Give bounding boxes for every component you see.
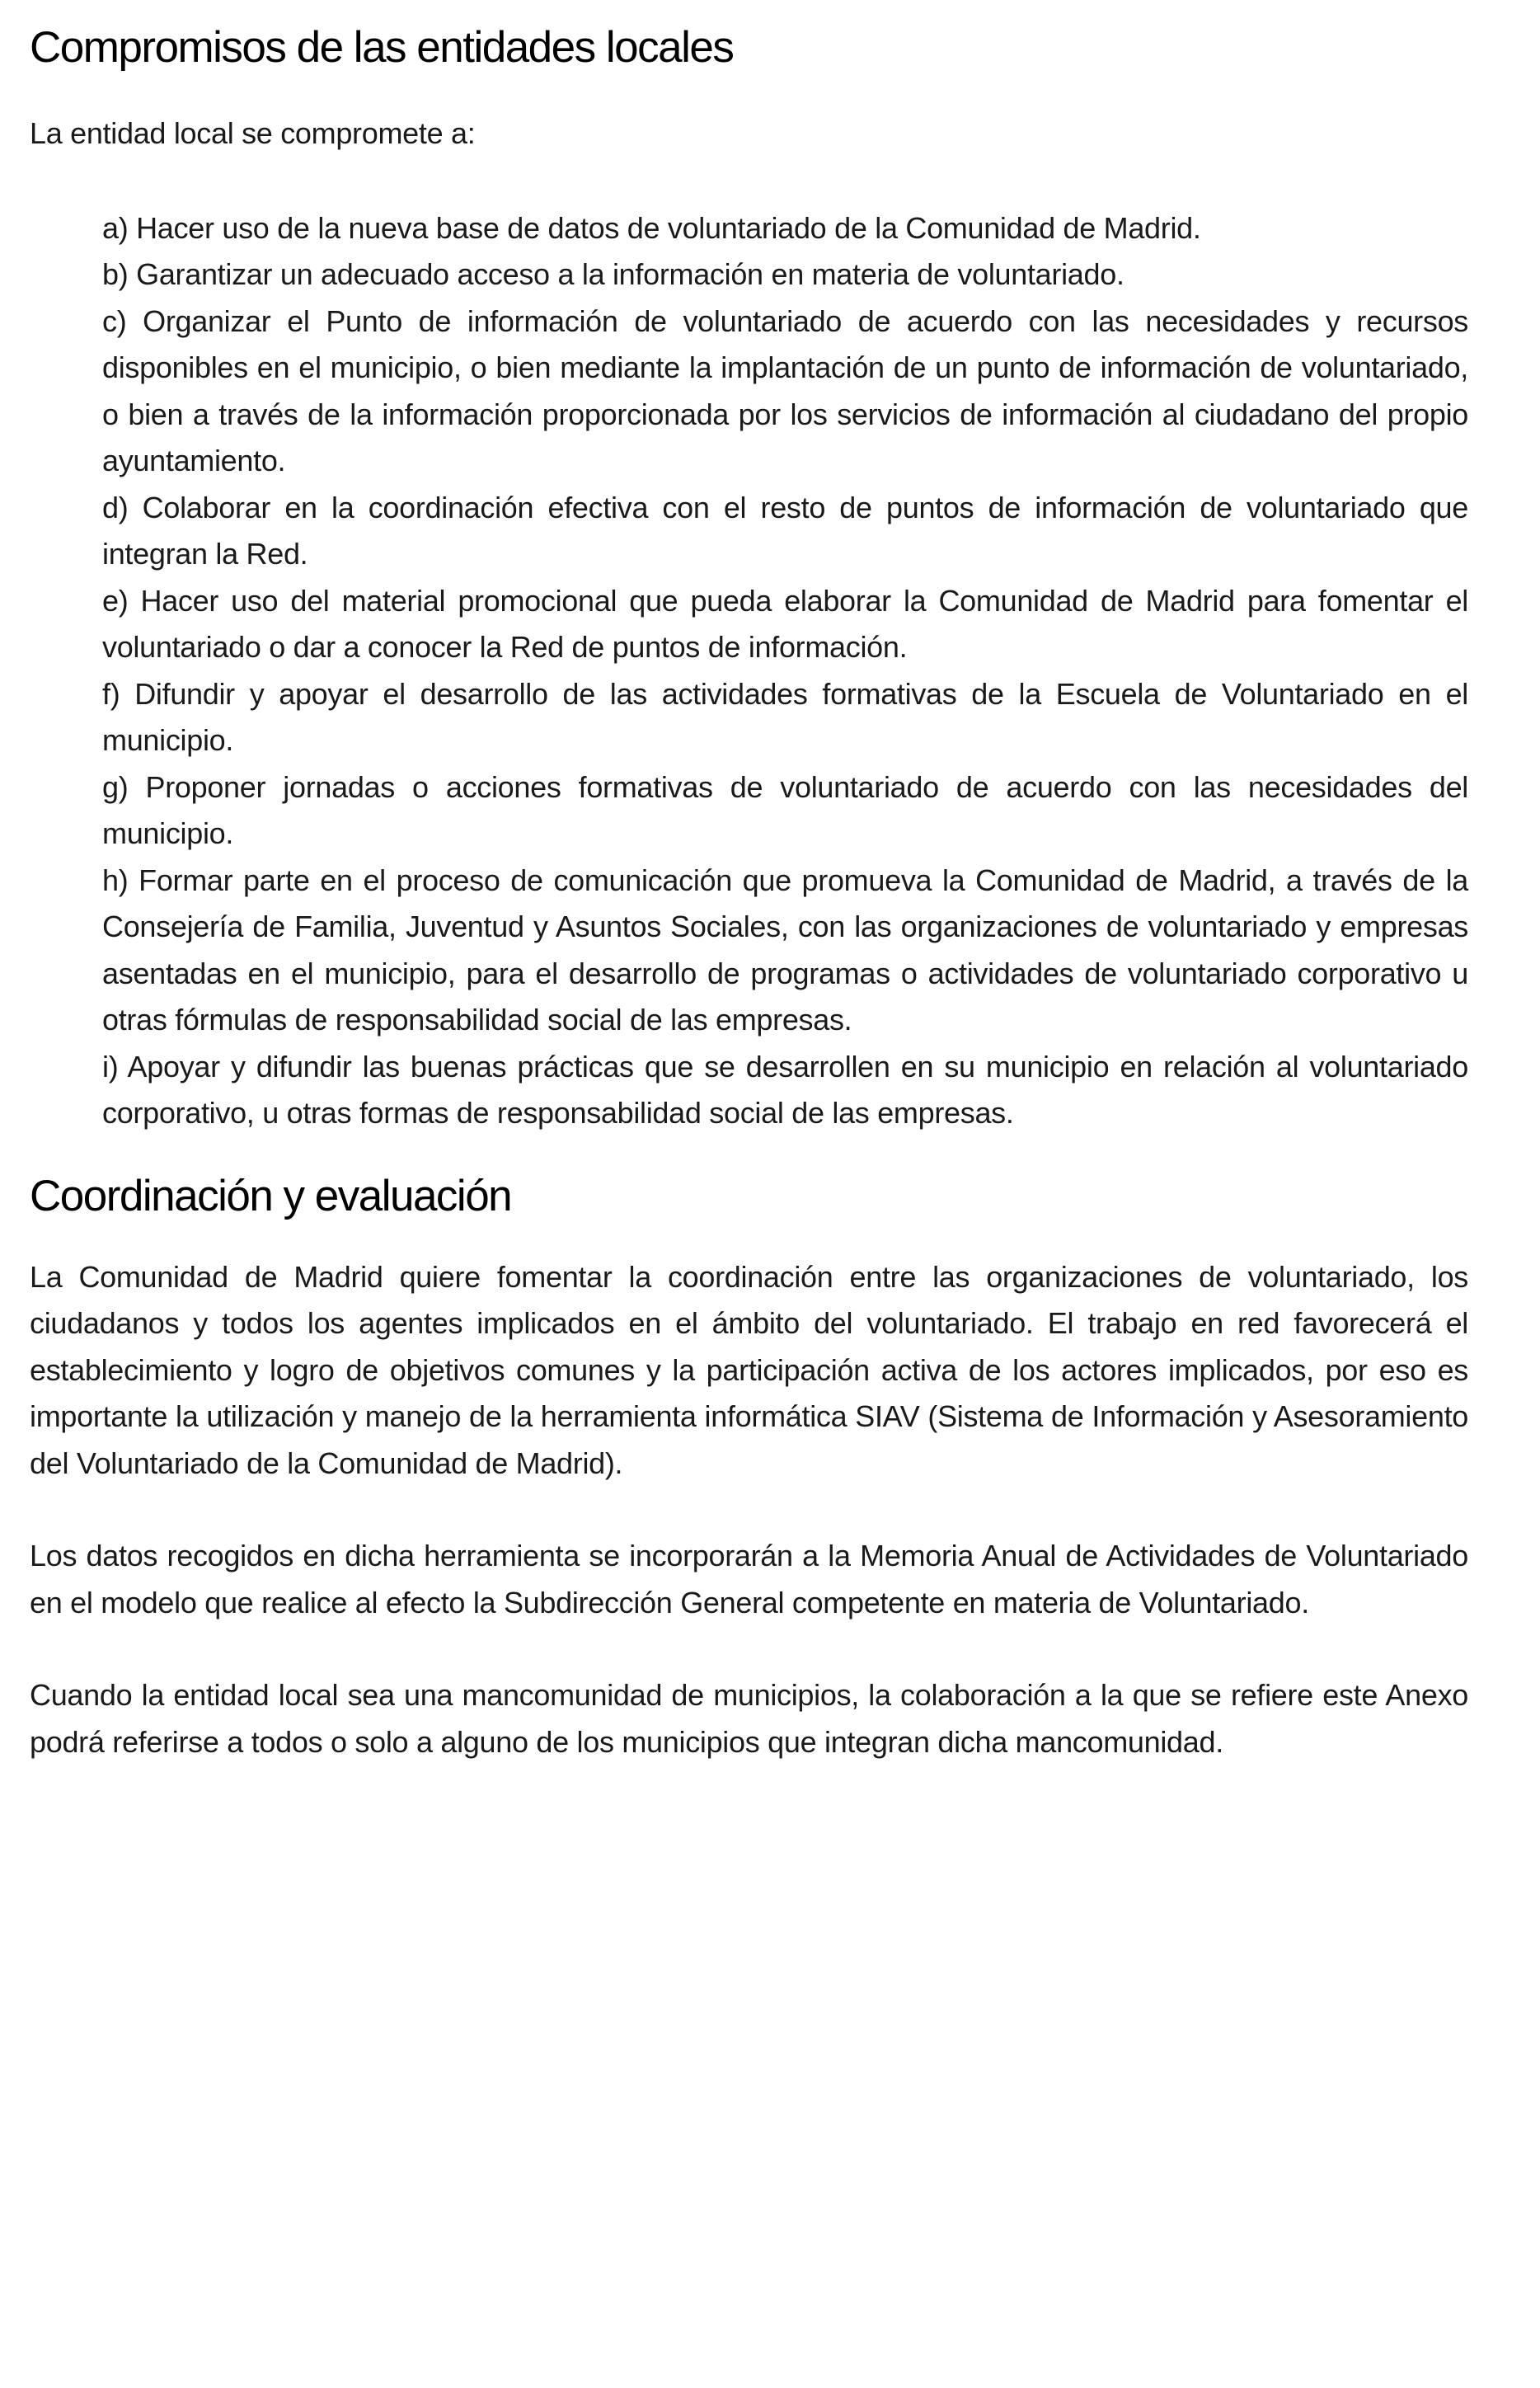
commitments-heading: Compromisos de las entidades locales [30,23,734,72]
commitment-item-i: i) Apoyar y difundir las buenas prácticas que se desarrollen en su municipio en relación al voluntariado corporativo, u otras formas de responsabilidad social de las empresas. [102,1049,1468,1130]
commitment-item-e: e) Hacer uso del material promocional que pueda elaborar la Comunidad de Madrid para fomentar el voluntariado o dar a conocer la Red de puntos de información. [102,583,1468,664]
commitment-item-g: g) Proponer jornadas o acciones formativas de voluntariado de acuerdo con las necesidades del municipio. [102,769,1468,850]
document-page [30,16,1468,1765]
commitments-list [102,205,1468,1137]
coordination-heading: Coordinación y evaluación [30,1171,512,1220]
commitment-item-b: b) Garantizar un adecuado acceso a la información en materia de voluntariado. [102,257,1124,291]
commitment-item-c: c) Organizar el Punto de información de voluntariado de acuerdo con las necesidades y recursos disponibles en el municipio, o bien mediante la implantación de un punto de información de voluntariado, o bien a través de la información proporcionada por los servicios de información al ciudadano del propio ayuntamiento. [102,303,1468,477]
commitments-section [30,16,1468,1137]
commitment-item-f: f) Difundir y apoyar el desarrollo de las actividades formativas de la Escuela de Voluntariado en el municipio. [102,676,1468,757]
coordination-paragraph-1: La Comunidad de Madrid quiere fomentar la coordinación entre las organizaciones de voluntariado, los ciudadanos y todos los agentes implicados en el ámbito del voluntariado. El trabajo en red favorecerá el establecimiento y logro de objetivos comunes y la participación activa de los actores implicados, por eso es importante la utilización y manejo de la herramienta informática SIAV (Sistema de Información y Asesoramiento del Voluntariado de la Comunidad de Madrid). [30,1259,1468,1480]
coordination-section [30,1165,1468,1766]
commitment-item-d: d) Colaborar en la coordinación efectiva con el resto de puntos de información de voluntariado que integran la Red. [102,490,1468,571]
commitments-intro: La entidad local se compromete a: [30,116,476,150]
coordination-paragraph-2: Los datos recogidos en dicha herramienta se incorporarán a la Memoria Anual de Actividades de Voluntariado en el modelo que realice al efecto la Subdirección General competente en materia de Voluntariado. [30,1539,1468,1619]
commitment-item-a: a) Hacer uso de la nueva base de datos de voluntariado de la Comunidad de Madrid. [102,210,1201,245]
commitment-item-h: h) Formar parte en el proceso de comunicación que promueva la Comunidad de Madrid, a través de la Consejería de Familia, Juventud y Asuntos Sociales, con las organizaciones de voluntariado y empresas asentadas en el municipio, para el desarrollo de programas o actividades de voluntariado corporativo u otras fórmulas de responsabilidad social de las empresas. [102,863,1468,1037]
coordination-paragraph-3: Cuando la entidad local sea una mancomunidad de municipios, la colaboración a la que se refiere este Anexo podrá referirse a todos o solo a alguno de los municipios que integran dicha mancomunidad. [30,1678,1468,1759]
